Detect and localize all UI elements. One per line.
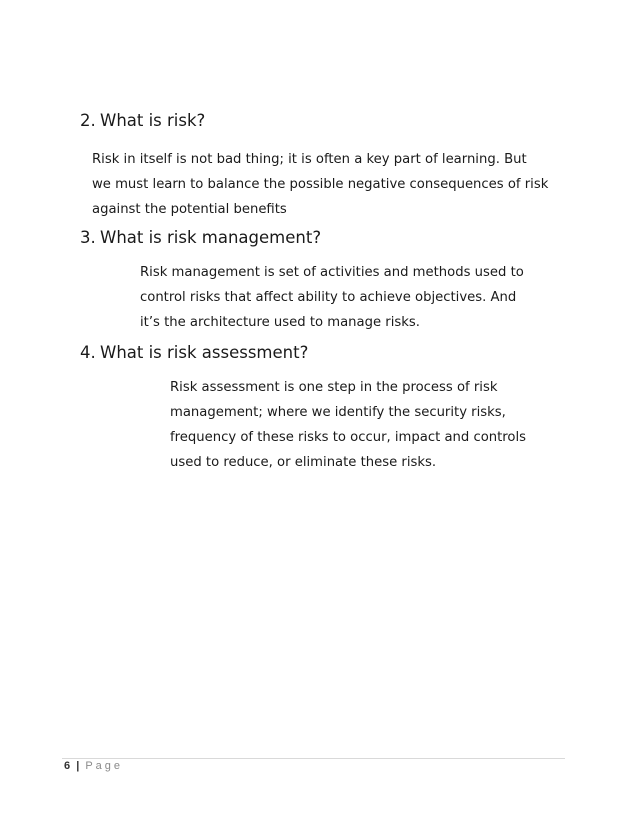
- question-title: What is risk?: [100, 111, 206, 130]
- page-footer: [64, 760, 123, 772]
- question-title: What is risk assessment?: [100, 343, 309, 362]
- answer-paragraph: [92, 147, 548, 222]
- footer-separator: |: [76, 760, 80, 772]
- answer-line: Risk assessment is one step in the process of risk: [170, 380, 498, 395]
- page-number: 6: [64, 760, 71, 772]
- answer-line: used to reduce, or eliminate these risks.: [170, 455, 437, 470]
- question-title: What is risk management?: [100, 228, 322, 247]
- question-number: 3.: [80, 228, 96, 247]
- answer-paragraph: [140, 260, 524, 335]
- question-heading: [80, 110, 205, 132]
- answer-line: Risk management is set of activities and methods used to: [140, 265, 524, 280]
- answer-line: control risks that affect ability to achieve objectives. And: [140, 290, 517, 305]
- answer-line: frequency of these risks to occur, impact and controls: [170, 430, 527, 445]
- question-number: 4.: [80, 343, 96, 362]
- answer-paragraph: [170, 375, 526, 475]
- answer-line: it’s the architecture used to manage risks.: [140, 315, 420, 330]
- question-3: [80, 227, 524, 330]
- footer-divider: [62, 758, 565, 759]
- question-heading: [80, 227, 321, 249]
- page-word: Page: [85, 760, 124, 772]
- question-2: [80, 110, 549, 217]
- question-4: [80, 342, 527, 470]
- answer-line: management; where we identify the security risks,: [170, 405, 506, 420]
- answer-line: against the potential benefits: [92, 202, 287, 217]
- answer-line: Risk in itself is not bad thing; it is often a key part of learning. But: [92, 152, 527, 167]
- question-heading: [80, 342, 308, 364]
- answer-line: we must learn to balance the possible negative consequences of risk: [92, 177, 549, 192]
- question-number: 2.: [80, 111, 96, 130]
